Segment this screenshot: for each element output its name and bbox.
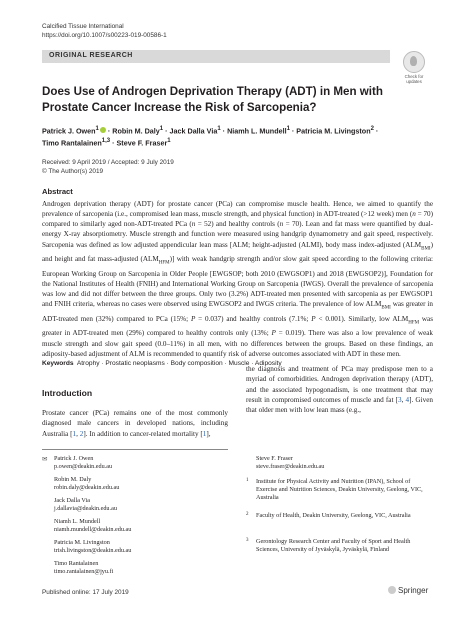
author-name[interactable]: · Patricia M. Livingston: [289, 126, 371, 136]
introduction-heading: Introduction: [42, 388, 93, 398]
contact-entry: Niamh L. Mundell niamh.mundell@deakin.edu.au: [54, 518, 132, 533]
journal-name: Calcified Tissue International: [42, 23, 124, 30]
email-link[interactable]: trish.livingston@deakin.edu.au: [54, 547, 132, 554]
citation-link[interactable]: 1: [72, 429, 77, 438]
email-link[interactable]: j.dallavia@deakin.edu.au: [54, 505, 117, 512]
affiliation-item: Institute for Physical Activity and Nutrition (IPAN), School of Exercise and Nutrition Sciences, Deakin University, Geelong, VIC, Australia: [256, 478, 423, 501]
citation-link[interactable]: 3: [397, 395, 402, 404]
springer-horse-icon: [388, 586, 396, 594]
bookmark-icon: [403, 51, 425, 73]
envelope-icon: ✉: [42, 456, 48, 463]
article-title: Does Use of Androgen Deprivation Therapy (ADT) in Men with Prostate Cancer Increase the Risk of Sarcopenia?: [42, 85, 383, 114]
copyright: © The Author(s) 2019: [42, 168, 104, 175]
author-name[interactable]: · Niamh L. Mundell: [220, 126, 287, 136]
introduction-right-text: the diagnosis and treatment of PCa may predispose men to a myriad of comorbidities. Androgen deprivation therapy (ADT), and the associated hypogonadism, is one treatment that may result in compromised outcomes of muscle and fat [3, 4]. Given that older men with low lean mass (e.g.,: [246, 365, 433, 415]
footnote-divider: [42, 449, 228, 450]
check-for-updates-badge[interactable]: [397, 51, 431, 84]
article-dates: [42, 158, 174, 176]
email-link[interactable]: p.owen@deakin.edu.au: [54, 463, 113, 470]
badge-label: Check for updates: [404, 74, 424, 84]
author-name[interactable]: · Jack Dalla Via: [163, 126, 218, 136]
citation-link[interactable]: 1: [202, 429, 207, 438]
email-link[interactable]: steve.fraser@deakin.edu.au: [256, 463, 325, 470]
affiliation-item: Gerontology Research Center and Faculty of Sport and Health Sciences, University of Jyväskylä, Jyväskylä, Finland: [256, 538, 411, 553]
author-name[interactable]: Timo Rantalainen: [42, 138, 102, 148]
publisher-logo: Springer: [388, 586, 428, 595]
section-label: ORIGINAL RESEARCH: [49, 52, 133, 59]
section-banner: [42, 50, 390, 63]
abstract-heading: Abstract: [42, 187, 73, 196]
email-link[interactable]: timo.rantalainen@jyu.fi: [54, 568, 114, 575]
affiliation-list: 1 Institute for Physical Activity and Nutrition (IPAN), School of Exercise and Nutrition Sciences, Deakin University, Geelong, VIC, Australia 2 Faculty of Health, Deakin University, Geelong, VIC, Australia 3 Gerontology Research Center and Faculty of Sport and Health Sciences, University of Jyväskylä, Jyväskylä, Finland: [246, 478, 433, 568]
author-list: Patrick J. Owen$^1$ · Robin M. Daly$^1$ · Jack Dalla Via$^1$ · Niamh L. Mundell$^1$ · Patricia M. Livingston$^2$ · Timo Rantalainen$^{1,3}$ · Steve F. Fraser$^1$: [42, 126, 379, 148]
contact-entry: Jack Dalla Via j.dallavia@deakin.edu.au: [54, 497, 131, 513]
introduction-left-text: Prostate cancer (PCa) remains one of the most commonly diagnosed male cancers in developed nations, including Australia [1, 2]. In addition to cancer-related mortality [1],: [42, 409, 228, 438]
contact-entry: Robin M. Daly robin.daly@deakin.edu.au: [54, 476, 131, 492]
contact-entry: Patricia M. Livingston trish.livingston@deakin.edu.au: [54, 539, 132, 554]
contact-entry: Steve F. Fraser steve.fraser@deakin.edu.au: [256, 455, 325, 470]
affiliation-item: Faculty of Health, Deakin University, Geelong, VIC, Australia: [256, 512, 411, 519]
citation-link[interactable]: 4: [405, 395, 410, 404]
author-name[interactable]: Patrick J. Owen: [42, 126, 96, 136]
keywords-list: Atrophy · Prostatic neoplasms · Body composition · Muscle · Adiposity: [76, 360, 282, 367]
contact-entry: Patrick J. Owen p.owen@deakin.edu.au: [54, 455, 131, 471]
citation-link[interactable]: 2: [79, 429, 84, 438]
abstract-body: Androgen deprivation therapy (ADT) for prostate cancer (PCa) can compromise muscle health. Hence, we aimed to quantify the prevalence of sarcopenia (i.e., compromised lean mass, muscle strength, and physical function) in ADT-treated (>12 week) men (n = 70) compared to similarly aged non-ADT-treated PCa (n = 52) and healthy controls (n = 70). Lean and fat mass were quantified by dual-energy X-ray absorptiometry. Muscle strength and function were measured using handgrip dynamometry and gait speed, respectively. Sarcopenia was defined as low adjusted appendicular lean mass [ALM; height-adjusted (ALMI), body mass index-adjusted $(ALM_{BMI})$ and height and fat mass-adjusted $(ALM_{HFM})$] with weak handgrip strength and/or slow gait speed according to the following criteria: European Working Group on Sarcopenia in Older People [EWGSOP; both 2010 (EWGSOP1) and 2018 (EWGSOP2)], Foundation for the National Institutes of Health (FNIH) and International Working Group on Sarcopenia (IWGS). Overall the prevalence of sarcopenia was low and did not differ between the three groups. Only two (3.2%) ADT-treated men presented with sarcopenia as per EWGSOP1 and FNIH criteria, whereas no cases were observed using EWGSOP2 and IWGS criteria. The prevalence of low $ALM_{BMI}$ was greater in ADT-treated men (32%) compared to PCa (15%; P = 0.037) and healthy controls (7.1%; P < 0.001). Similarly, low $ALM_{HFM}$ was greater in ADT-treated men (29%) compared to healthy controls only (13%; P = 0.019). There was also a low prevalence of weak muscle strength and slow gait speed (0.0–11%) in all men, with no differences between the groups. Based on these findings, an adiposity-based adjustment of ALM is recommended to quantify risk of adverse outcomes associated with ADT in these men.: [42, 200, 433, 358]
journal-header: [42, 22, 167, 40]
author-name[interactable]: · Robin M. Daly: [105, 126, 160, 136]
contact-entry: Timo Rantalainen timo.rantalainen@jyu.fi: [54, 560, 131, 576]
received-accepted: Received: 9 April 2019 / Accepted: 9 July 2019: [42, 159, 174, 166]
email-link[interactable]: niamh.mundell@deakin.edu.au: [54, 526, 132, 533]
published-online: Published online: 17 July 2019: [42, 589, 129, 596]
email-link[interactable]: robin.daly@deakin.edu.au: [54, 484, 120, 491]
keywords-label: Keywords: [42, 360, 74, 367]
author-name[interactable]: · Steve F. Fraser: [110, 138, 168, 148]
doi-link[interactable]: https://doi.org/10.1007/s00223-019-00586-1: [42, 32, 167, 39]
contact-list: [54, 455, 131, 576]
